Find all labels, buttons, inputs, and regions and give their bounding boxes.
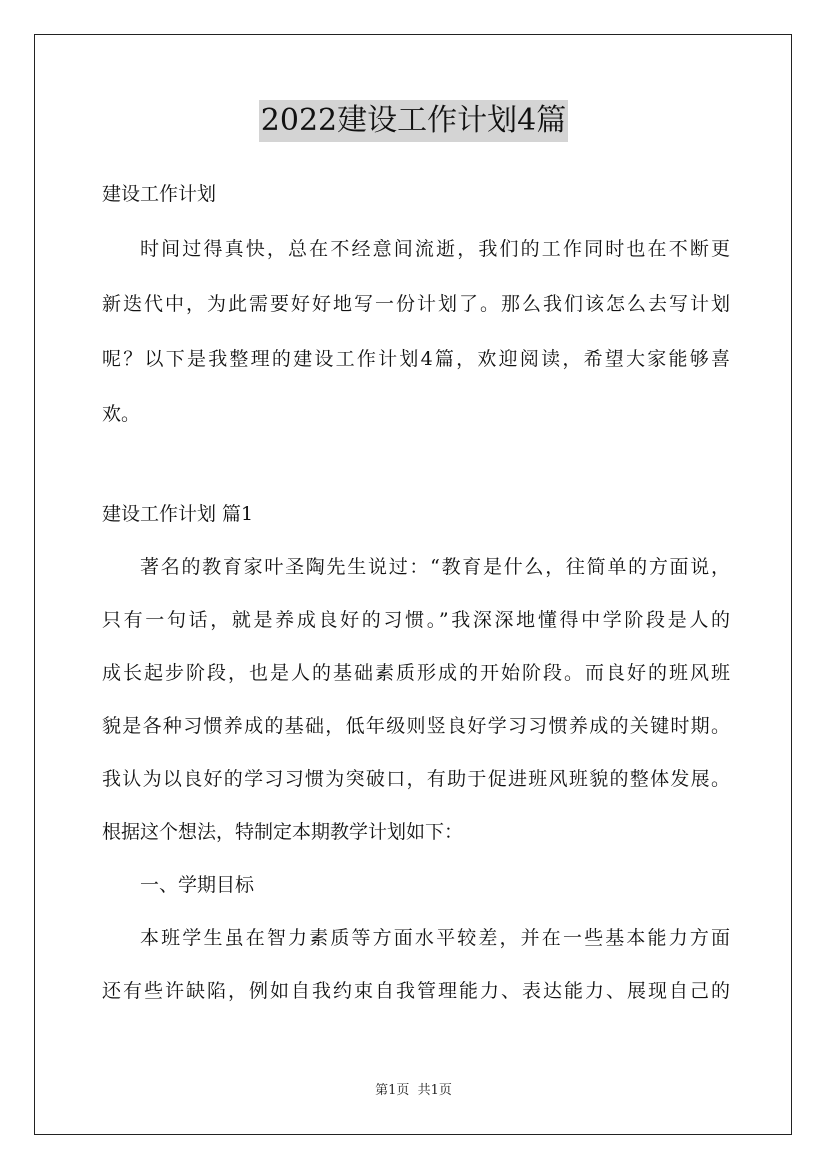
intro-line: 欢。 [102, 403, 141, 425]
document-title: 2022建设工作计划4篇 [259, 100, 568, 142]
article-heading: 建设工作计划 篇1 [102, 503, 254, 525]
goal-line: 还有些许缺陷，例如自我约束自我管理能力、表达能力、展现自己的 [102, 980, 730, 1002]
intro-line: 时间过得真快，总在不经意间流逝，我们的工作同时也在不断更 [140, 238, 730, 260]
article-line: 著名的教育家叶圣陶先生说过：“教育是什么，往简单的方面说， [140, 556, 730, 578]
goal-line: 本班学生虽在智力素质等方面水平较差，并在一些基本能力方面 [140, 927, 730, 949]
intro-line: 新迭代中，为此需要好好地写一份计划了。那么我们该怎么去写计划 [102, 293, 730, 315]
article-line: 我认为以良好的学习习惯为突破口，有助于促进班风班貌的整体发展。 [102, 768, 730, 790]
article-line: 成长起步阶段，也是人的基础素质形成的开始阶段。而良好的班风班 [102, 662, 730, 684]
subheading: 一、学期目标 [140, 874, 255, 896]
article-line: 根据这个想法，特制定本期教学计划如下： [102, 821, 464, 843]
paragraph-gap [102, 436, 730, 480]
article-line: 只有一句话，就是养成良好的习惯。”我深深地懂得中学阶段是人的 [102, 609, 730, 631]
page-total: 共1页 [417, 1083, 452, 1098]
intro-line: 呢？以下是我整理的建设工作计划4篇，欢迎阅读，希望大家能够喜 [102, 348, 730, 370]
document-body [102, 172, 730, 1013]
page-number: 第1页 [375, 1083, 410, 1098]
title-wrap [0, 100, 827, 142]
article-line: 貌是各种习惯养成的基础，低年级则竖良好学习习惯养成的关键时期。 [102, 715, 730, 737]
page-footer [0, 1081, 827, 1101]
section-heading: 建设工作计划 [102, 183, 217, 205]
